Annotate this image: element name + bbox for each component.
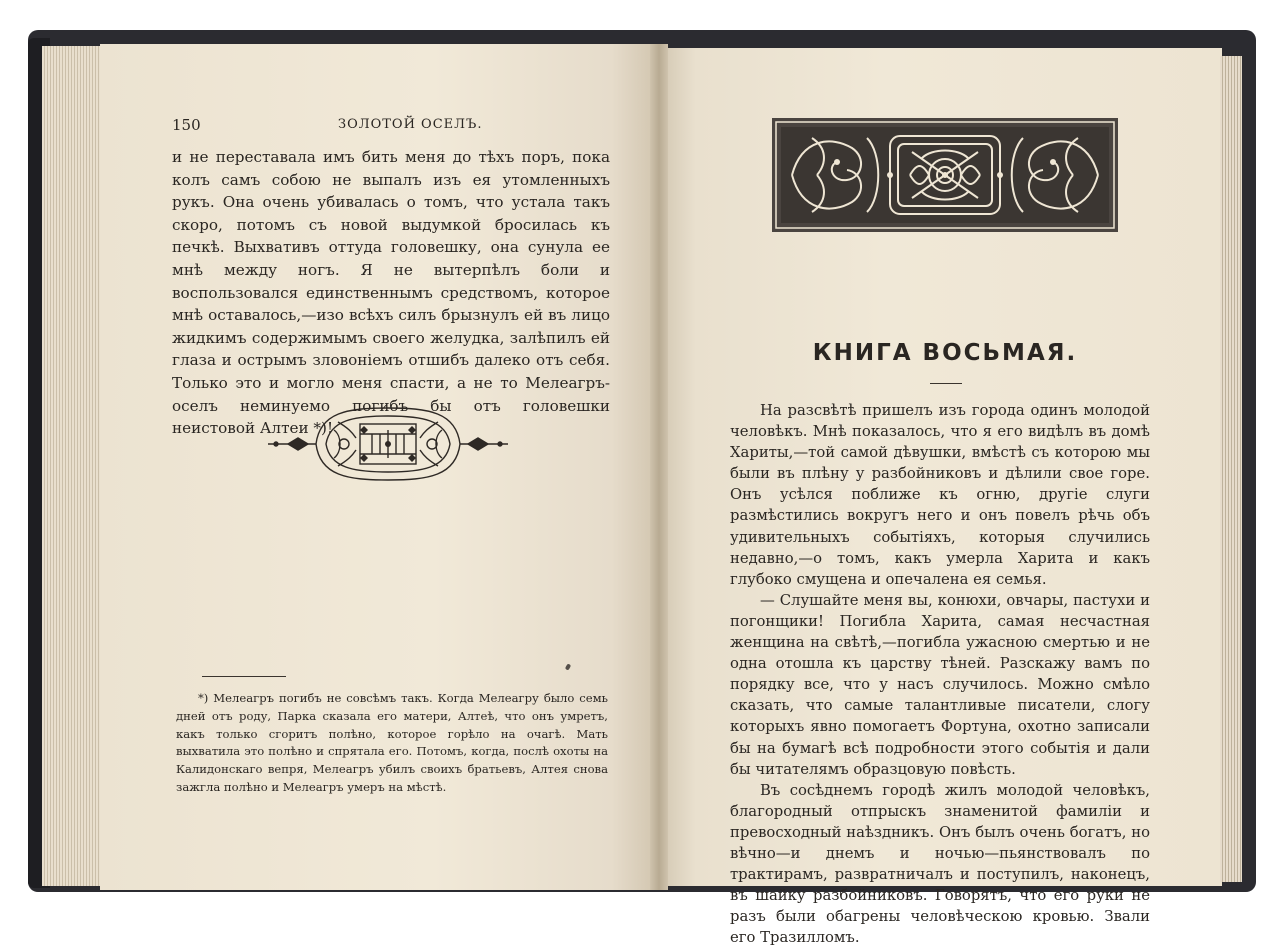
footnote — [176, 690, 608, 797]
running-head: ЗОЛОТОЙ ОСЕЛЪ. — [338, 117, 483, 132]
footnote-text: *) Мелеагръ погибъ не совсѣмъ такъ. Когда Мелеагру было семь дней отъ роду, Парка сказала его матери, Алтеѣ, что онъ умретъ, какъ только сгоритъ полѣно, которое горѣло на очагѣ. Мать выхватила это полѣно и спрятала его. Потомъ, когда, послѣ охоты на Калидонскаго вепря, Мелеагръ убилъ своихъ братьевъ, Алтея снова зажгла полѣно и Мелеагръ умеръ на мѣстѣ. — [176, 691, 608, 794]
vignette-ornament-icon — [268, 402, 508, 486]
left-page-header — [172, 116, 612, 136]
chapter-title: КНИГА ВОСЬМАЯ. — [812, 340, 1078, 366]
page-edges-right — [1220, 56, 1242, 882]
headpiece-ornament-icon — [772, 118, 1118, 232]
page-number: 150 — [172, 116, 201, 134]
left-body-text — [172, 146, 610, 440]
right-paragraph-3: Въ сосѣднемъ городѣ жилъ молодой человѣкъ, благородный отпрыскъ знаменитой фамиліи и превосходный наѣздникъ. Онъ былъ очень богатъ, но вѣчно—и днемъ и ночью—пьянствовалъ по трактирамъ, развратничалъ и поступилъ, наконецъ, въ шайку разбойниковъ. Говорятъ, что его руки не разъ были обагрены человѣческою кровью. Звали его Тразилломъ. — [730, 781, 1150, 947]
footnote-rule — [202, 676, 286, 677]
right-body-text — [730, 400, 1150, 948]
right-paragraph-1: На разсвѣтѣ пришелъ изъ города одинъ молодой человѣкъ. Мнѣ показалось, что я его видѣлъ въ домѣ Хариты,—той самой дѣвушки, вмѣстѣ съ которою мы были въ плѣну у разбойниковъ и дѣлили свое горе. Онъ усѣлся поближе къ огню, другіе слуги размѣстились вокругъ него и онъ повелъ рѣчь объ удивительныхъ событіяхъ, которыя случились недавно,—о томъ, какъ умерла Харита и какъ глубоко смущена и опечалена ея семья. — [730, 402, 1150, 588]
right-paragraph-2: — Слушайте меня вы, конюхи, овчары, пастухи и погонщики! Погибла Харита, самая несчастная женщина на свѣтѣ,—погибла ужасною смертью и не одна отошла къ царству тѣней. Разскажу вамъ по порядку все, что у насъ случилось. Можно смѣло сказать, что самые талантливые писатели, слогу которыхъ явно помогаетъ Фортуна, охотно записали бы на бумагѣ всѣ подробности этого событія и дали бы читателямъ образцовую повѣсть. — [730, 591, 1150, 778]
title-rule — [930, 383, 962, 384]
book-gutter — [650, 44, 668, 890]
page-edges-left — [42, 46, 104, 886]
left-paragraph: и не переставала имъ бить меня до тѣхъ поръ, пока колъ самъ собою не выпалъ изъ ея утомленныхъ рукъ. Она очень убивалась о томъ, что устала такъ скоро, потомъ съ новой выдумкой бросилась къ печкѣ. Выхвативъ оттуда головешку, она сунула ее мнѣ между ногъ. Я не вытерпѣлъ боли и воспользовался единственнымъ средствомъ, которое мнѣ оставалось,—изо всѣхъ силъ брызнулъ ей въ лицо жидкимъ содержимымъ своего желудка, залѣпилъ ей глаза и острымъ зловоніемъ отшибъ далеко отъ себя. Только это и могло меня спасти, а не то Мелеагръ-оселъ неминуемо погибъ бы отъ головешки неистовой Алтеи *)! — [172, 148, 610, 438]
